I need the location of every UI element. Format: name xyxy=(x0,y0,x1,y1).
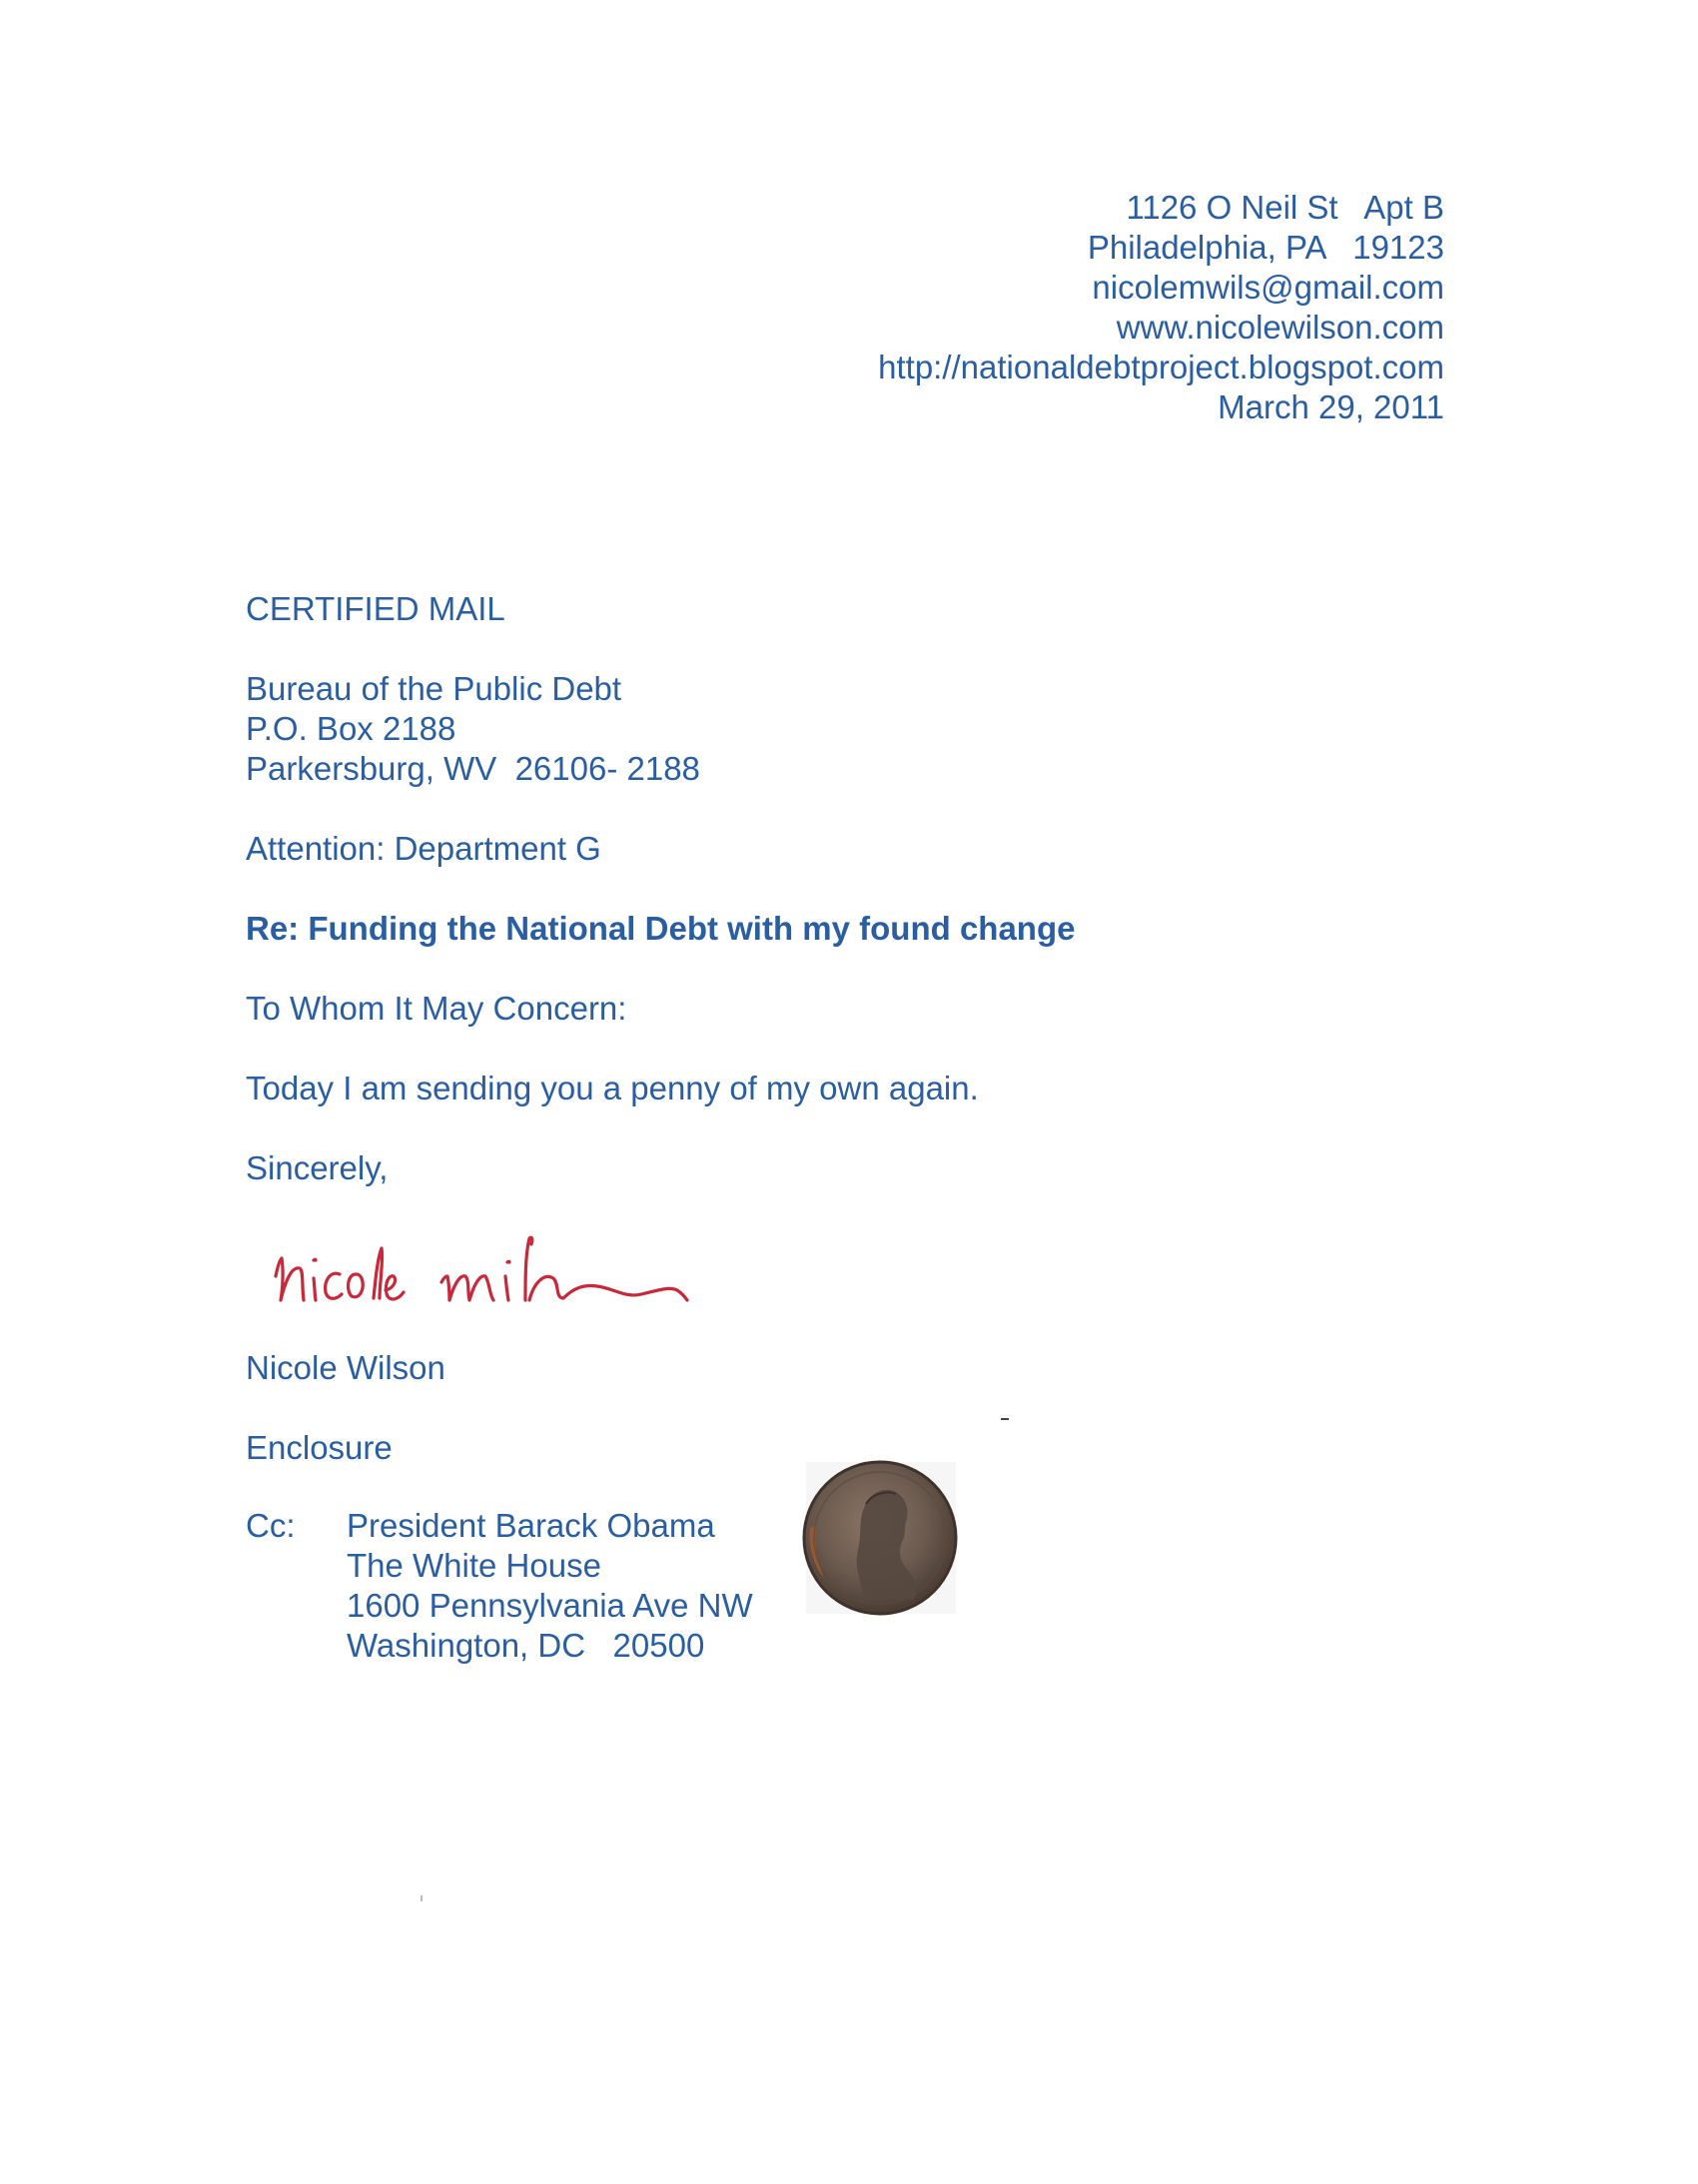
cc-label xyxy=(246,1506,296,1546)
cc-line-3: 1600 Pennsylvania Ave NW xyxy=(347,1587,753,1624)
closing-text: Sincerely, xyxy=(246,1149,389,1186)
closing xyxy=(246,1148,388,1188)
letter-date: March 29, 2011 xyxy=(1218,388,1444,425)
enclosure-text: Enclosure xyxy=(246,1429,393,1466)
cc-block xyxy=(347,1506,753,1666)
cc-label-text: Cc: xyxy=(246,1507,296,1544)
recipient-name: Bureau of the Public Debt xyxy=(246,670,622,707)
body-paragraph xyxy=(246,1069,979,1108)
sender-address-line1: 1126 O Neil St Apt B xyxy=(1126,189,1444,226)
signer-name-text: Nicole Wilson xyxy=(246,1349,445,1386)
salutation-text: To Whom It May Concern: xyxy=(246,990,627,1027)
mail-type-text: CERTIFIED MAIL xyxy=(246,590,505,627)
sender-block xyxy=(878,188,1444,427)
subject-line xyxy=(246,909,1075,949)
sender-email: nicolemwils@gmail.com xyxy=(1092,269,1444,306)
enclosure xyxy=(246,1428,393,1468)
cc-line-1: President Barack Obama xyxy=(347,1507,715,1544)
salutation xyxy=(246,989,626,1029)
sender-address-line2: Philadelphia, PA 19123 xyxy=(1087,229,1444,266)
recipient-block xyxy=(246,669,700,789)
recipient-po-box: P.O. Box 2188 xyxy=(246,710,456,747)
body-text: Today I am sending you a penny of my own again. xyxy=(246,1070,979,1106)
cc-line-4: Washington, DC 20500 xyxy=(347,1627,705,1664)
sender-blog: http://nationaldebtproject.blogspot.com xyxy=(878,349,1444,385)
scan-speck xyxy=(1001,1418,1009,1420)
signer-name xyxy=(246,1348,445,1388)
attention-text: Attention: Department G xyxy=(246,830,601,867)
penny-enclosure-image xyxy=(802,1448,962,1620)
subject-text: Re: Funding the National Debt with my found change xyxy=(246,910,1076,947)
cc-line-2: The White House xyxy=(347,1547,601,1584)
attention-line xyxy=(246,829,601,869)
mail-type xyxy=(246,589,505,629)
sender-website: www.nicolewilson.com xyxy=(1116,309,1444,346)
handwritten-signature xyxy=(268,1208,737,1338)
recipient-city-state-zip: Parkersburg, WV 26106- 2188 xyxy=(246,750,700,787)
scan-speck xyxy=(421,1895,423,1901)
